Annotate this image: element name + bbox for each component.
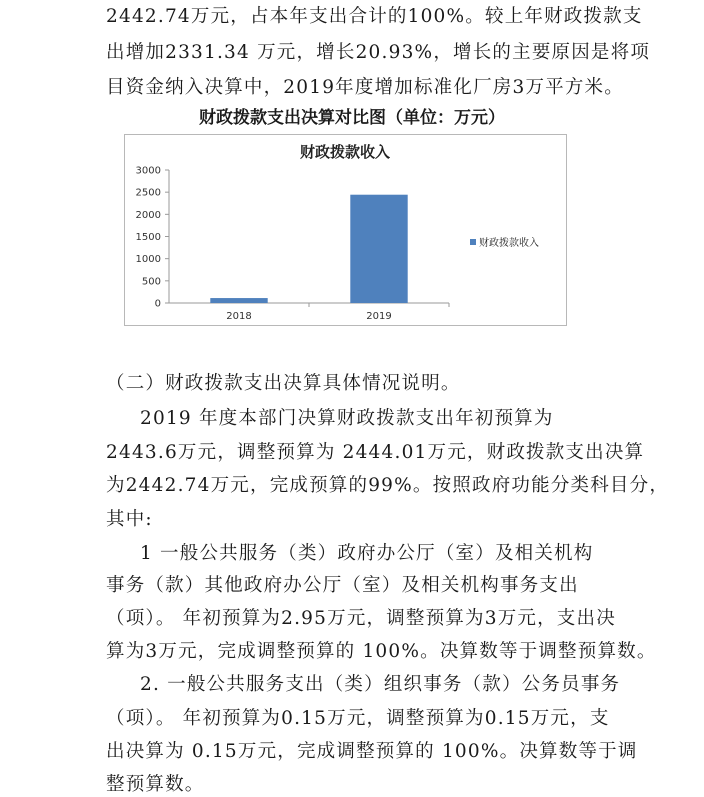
chart-title: 财政拨款收入 (299, 143, 391, 161)
y-tick-label: 1000 (135, 254, 161, 266)
figure-title: 财政拨款支出决算对比图（单位：万元） (199, 108, 505, 128)
bar-2018 (210, 298, 267, 303)
y-axis (136, 166, 169, 310)
text-line: （项）。 年初预算为2.95万元，调整预算为3万元，支出决 (106, 608, 616, 629)
text-line: 事务（款）其他政府办公厅（室）及相关机构事务支出 (106, 575, 579, 596)
y-tick-label: 3000 (135, 165, 161, 177)
text-line: 2443.6万元，调整预算为 2444.01万元，财政拨款支出决算 (106, 442, 645, 463)
bar-2019 (350, 195, 407, 303)
x-tick-label: 2018 (226, 311, 252, 322)
text-line: 其中: (106, 509, 153, 530)
x-axis (226, 303, 449, 322)
x-tick-label: 2019 (366, 311, 392, 322)
text-line: 为2442.74万元，完成预算的99%。按照政府功能分类科目分， (106, 475, 670, 496)
legend-label: 财政拨款收入 (479, 238, 539, 249)
text-line: 目资金纳入决算中，2019年度增加标准化厂房3万平方米。 (106, 77, 624, 98)
text-line: 出增加2331.34 万元，增长20.93%，增长的主要原因是将项 (106, 42, 651, 63)
y-tick-label: 1500 (135, 232, 161, 243)
y-tick-label: 2000 (135, 209, 161, 221)
text-line: 2442.74万元，占本年支出合计的100%。较上年财政拨款支 (106, 6, 643, 27)
text-line: （项）。 年初预算为0.15万元，调整预算为0.15万元，支 (106, 708, 610, 729)
bar-group (210, 195, 407, 303)
bar-chart (124, 134, 567, 326)
section-heading: （二）财政拨款支出决算具体情况说明。 (106, 373, 461, 394)
y-tick-label: 2500 (135, 187, 161, 199)
text-line: 算为3万元，完成调整预算的 100%。决算数等于调整预算数。 (106, 641, 657, 662)
y-tick-label: 0 (154, 298, 161, 310)
y-tick-label: 500 (141, 276, 161, 288)
legend (470, 236, 539, 249)
text-line: 2. 一般公共服务支出（类）组织事务（款）公务员事务 (140, 674, 621, 695)
chart-canvas (125, 135, 566, 325)
text-line: 2019 年度本部门决算财政拨款支出年初预算为 (140, 408, 554, 429)
text-line: 整预算数。 (106, 774, 205, 795)
text-line: 1 一般公共服务（类）政府办公厅（室）及相关机构 (140, 543, 594, 564)
legend-swatch (470, 239, 476, 245)
text-line: 出决算为 0.15万元，完成调整预算的 100%。决算数等于调 (106, 741, 638, 762)
